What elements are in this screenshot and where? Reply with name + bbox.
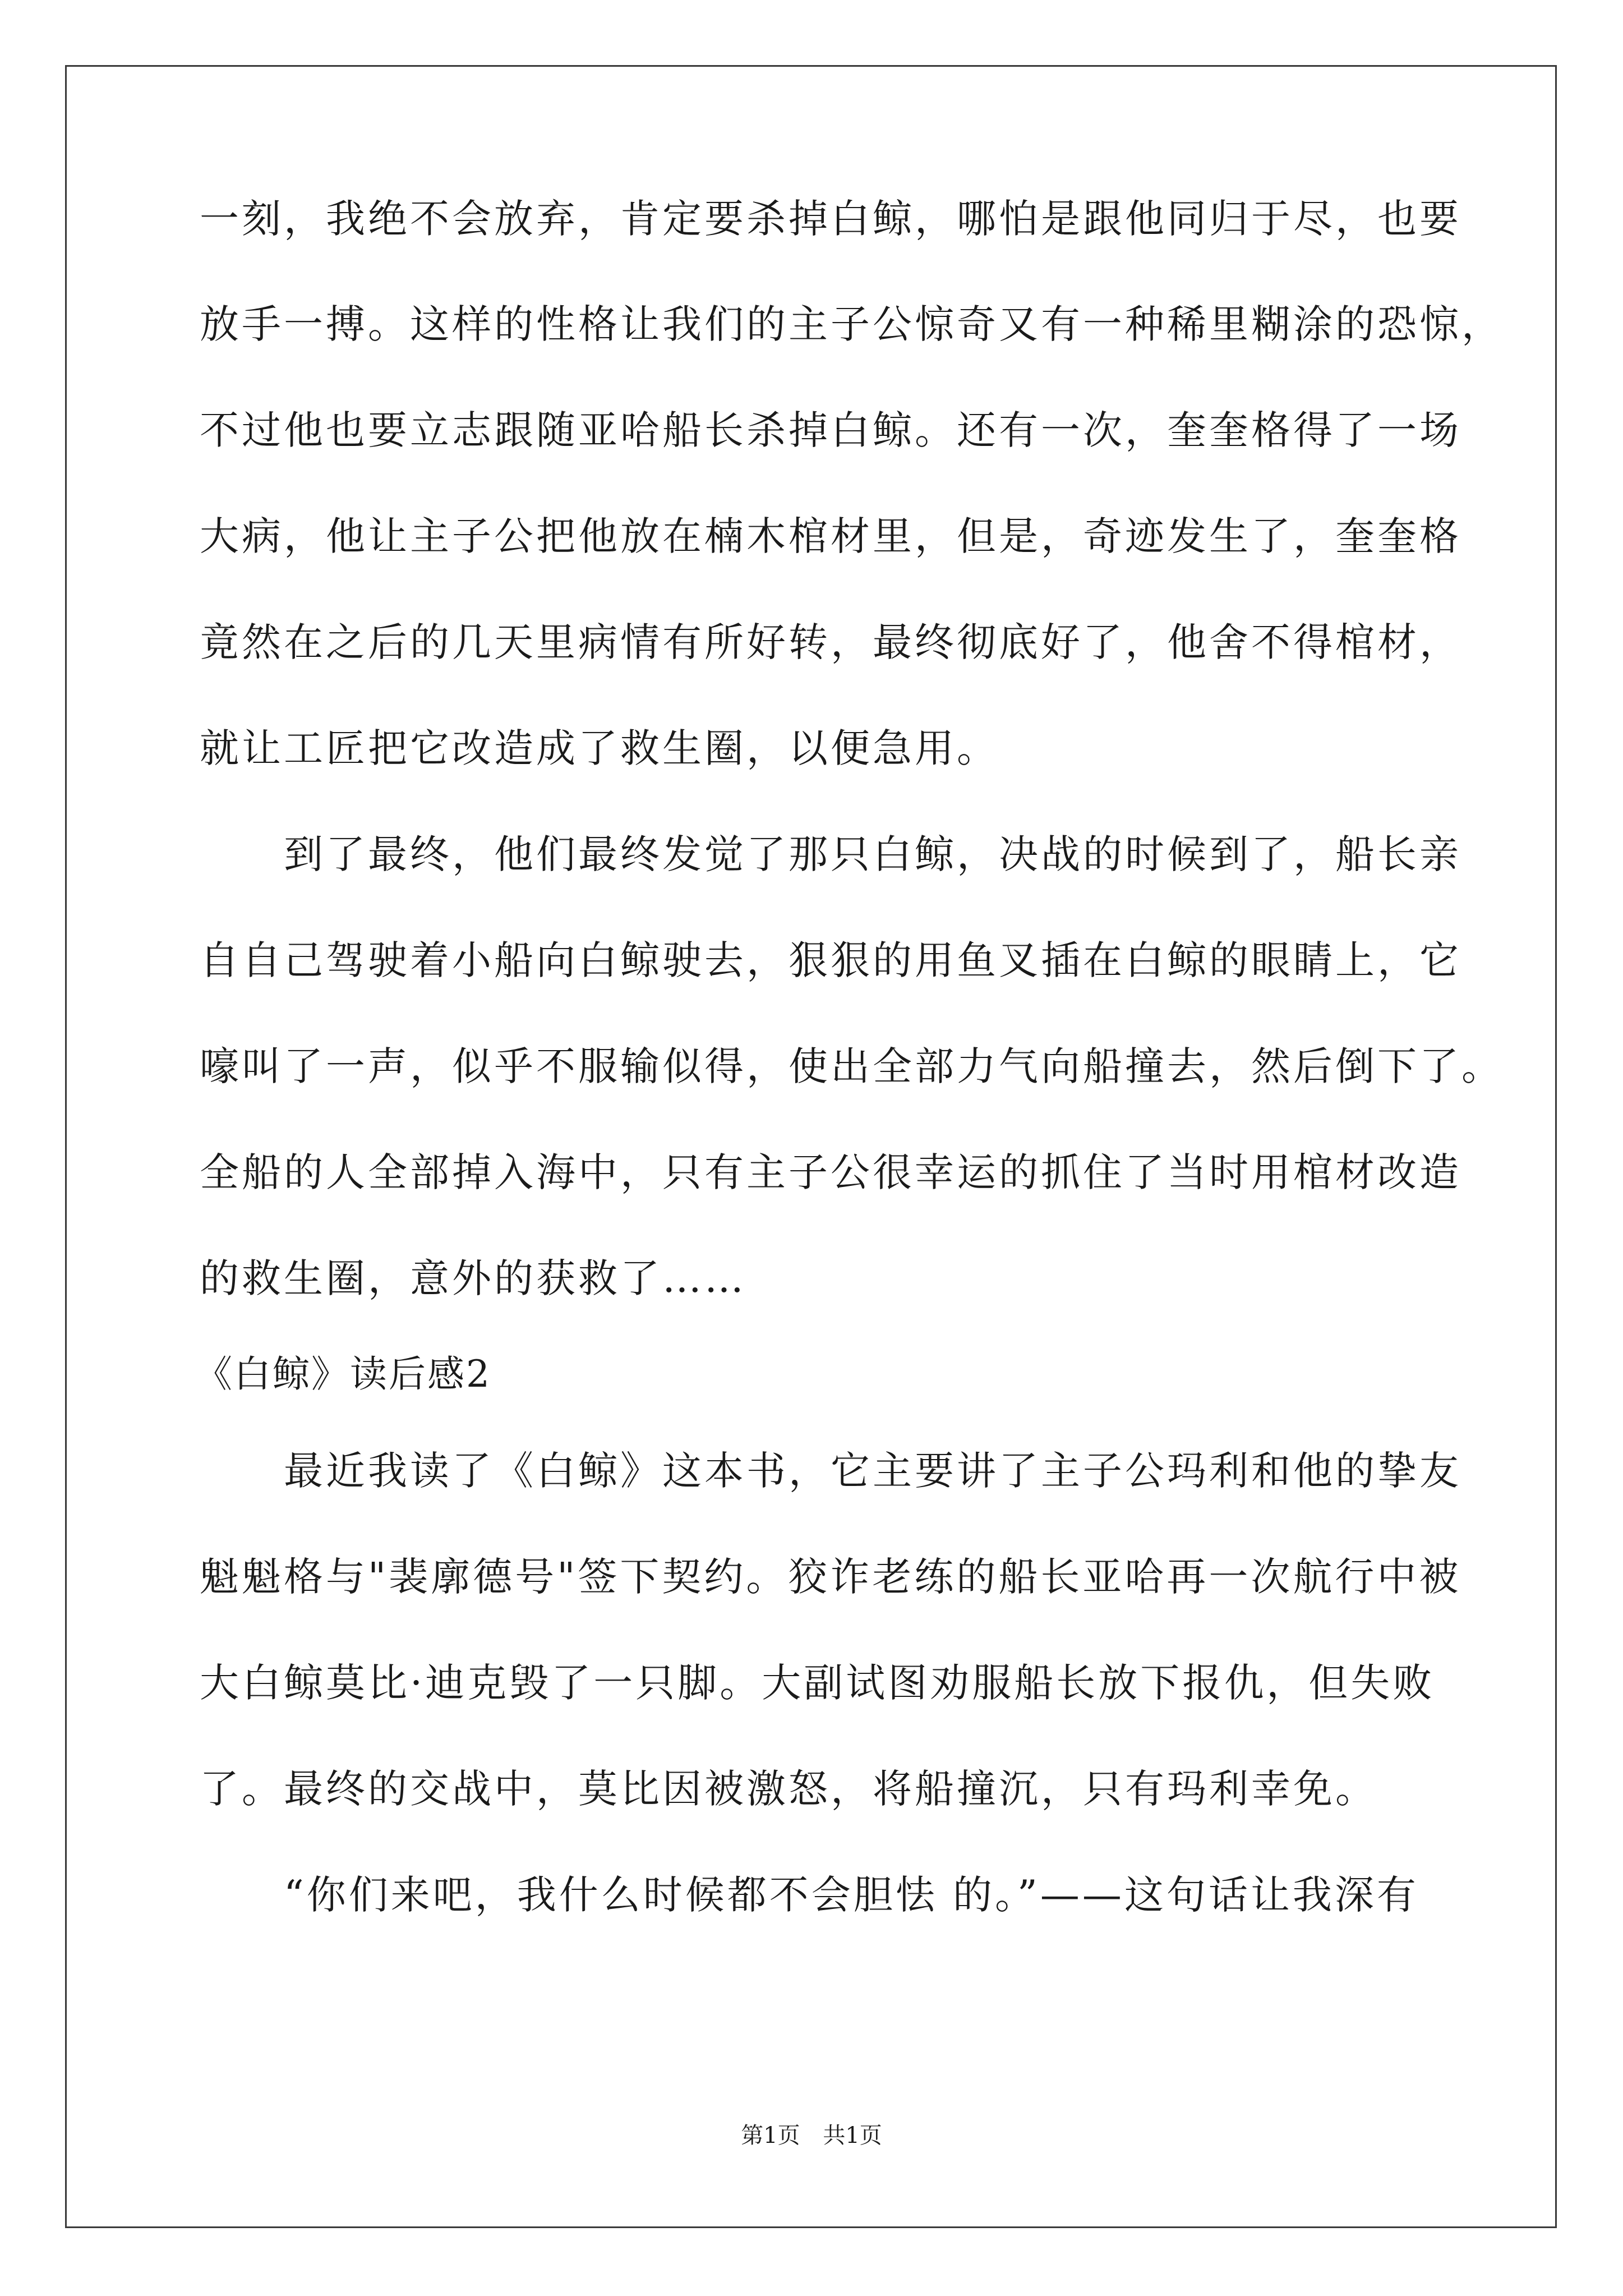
text-line: 全船的人全部掉入海中，只有主子公很幸运的抓住了当时用棺材改造 (200, 1149, 1461, 1195)
text-line: 最近我读了《白鲸》这本书，它主要讲了主子公玛利和他的挚友 (200, 1448, 1461, 1494)
text-line: “你们来吧，我什么时候都不会胆怯 的。”——这句话让我深有 (200, 1872, 1419, 1918)
text-line: 到了最终，他们最终发觉了那只白鲸，决战的时候到了，船长亲 (200, 831, 1461, 877)
text-line: 自自己驾驶着小船向白鲸驶去，狠狠的用鱼叉插在白鲸的眼睛上，它 (200, 937, 1461, 983)
section-heading: 《白鲸》读后感2 (195, 1352, 491, 1396)
page-number-current: 第1页 (741, 2123, 800, 2148)
text-line: 大病，他让主子公把他放在楠木棺材里，但是，奇迹发生了，奎奎格 (200, 513, 1461, 559)
text-line: 嚎叫了一声，似乎不服输似得，使出全部力气向船撞去，然后倒下了。 (200, 1043, 1504, 1089)
text-line: 大白鲸莫比·迪克毁了一只脚。大副试图劝服船长放下报仇，但失败 (200, 1660, 1435, 1706)
page-number-total: 共1页 (823, 2123, 882, 2148)
text-line: 竟然在之后的几天里病情有所好转，最终彻底好了，他舍不得棺材， (200, 619, 1461, 665)
text-line: 了。最终的交战中，莫比因被激怒，将船撞沉，只有玛利幸免。 (200, 1766, 1377, 1812)
text-line: 魁魁格与"裴廓德号"签下契约。狡诈老练的船长亚哈再一次航行中被 (200, 1554, 1461, 1600)
text-line: 不过他也要立志跟随亚哈船长杀掉白鲸。还有一次，奎奎格得了一场 (200, 407, 1461, 453)
text-line: 的救生圈，意外的获救了…… (200, 1255, 746, 1301)
text-line: 就让工匠把它改造成了救生圈，以便急用。 (200, 725, 999, 771)
page-footer (0, 2119, 1623, 2152)
text-line: 一刻，我绝不会放弃，肯定要杀掉白鲸，哪怕是跟他同归于尽，也要 (200, 196, 1461, 242)
text-line: 放手一搏。这样的性格让我们的主子公惊奇又有一种稀里糊涂的恐惊， (200, 301, 1504, 347)
